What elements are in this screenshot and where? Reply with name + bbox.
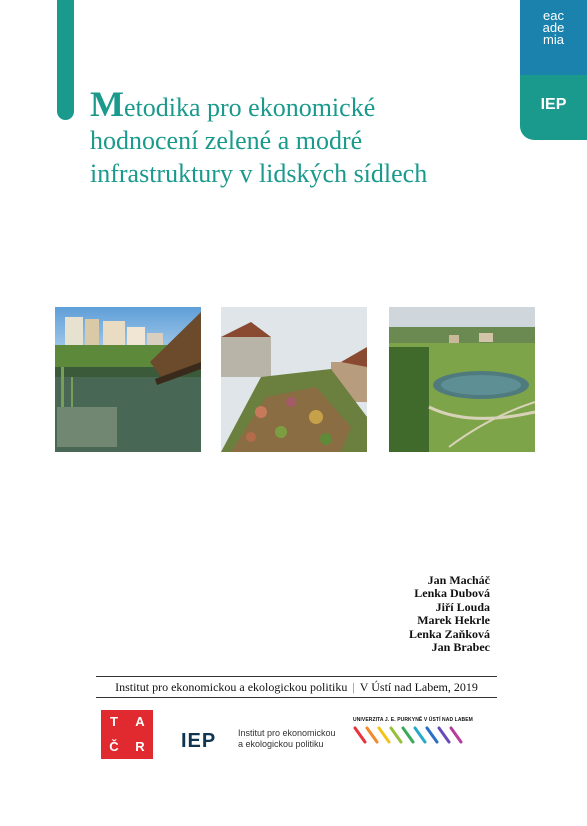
title-initial: M — [90, 84, 124, 124]
author-name: Jiří Louda — [435, 599, 490, 614]
photo-retention-pond — [389, 307, 535, 452]
eacademia-line-1: eac — [543, 8, 564, 23]
author-name: Marek Hekrle — [417, 613, 490, 628]
tacr-letter: A — [135, 714, 145, 729]
iep-text-line-2: a ekologickou politiku — [238, 739, 324, 749]
author-name: Lenka Dubová — [414, 586, 490, 601]
title-line3: infrastruktury v lidských sídlech — [90, 159, 428, 188]
tacr-letter: Č — [109, 739, 119, 754]
author-name: Lenka Zaňková — [408, 626, 490, 641]
ujep-stripes-logo — [353, 724, 473, 746]
publisher-institute: Institut pro ekonomickou a ekologickou politiku — [115, 680, 348, 694]
eacademia-line-3: mia — [543, 32, 564, 47]
publisher-place-year: V Ústí nad Labem, 2019 — [359, 680, 478, 694]
iep-logo: IEP — [181, 730, 217, 752]
iep-text-line-1: Institut pro ekonomickou — [238, 728, 336, 738]
author-list — [409, 574, 490, 654]
photo-green-roof — [221, 307, 367, 452]
tacr-logo — [101, 710, 153, 759]
accent-bar — [57, 0, 74, 120]
publisher-separator: | — [352, 680, 355, 694]
footer-rule-top — [96, 676, 497, 677]
eacademia-logo — [520, 0, 587, 75]
tacr-letter: R — [135, 739, 145, 754]
tacr-letter: T — [110, 714, 118, 729]
title-line2: hodnocení zelené a modré — [90, 126, 363, 155]
ujep-logo-name: UNIVERZITA J. E. PURKYNĚ V ÚSTÍ NAD LABEM — [353, 717, 473, 723]
photo-housing-pond — [55, 307, 201, 452]
footer-rule-bottom — [96, 697, 497, 698]
title-line1: etodika pro ekonomické — [123, 93, 376, 122]
iep-corner-mark: IEP — [540, 96, 567, 113]
author-name: Jan Brabec — [431, 640, 490, 655]
eacademia-line-2: ade — [542, 20, 565, 35]
document-title — [90, 84, 510, 190]
author-name: Jan Macháč — [427, 573, 490, 587]
publisher-corner-logo — [520, 0, 587, 140]
publisher-line — [96, 680, 497, 695]
iep-logo-text — [238, 728, 336, 750]
